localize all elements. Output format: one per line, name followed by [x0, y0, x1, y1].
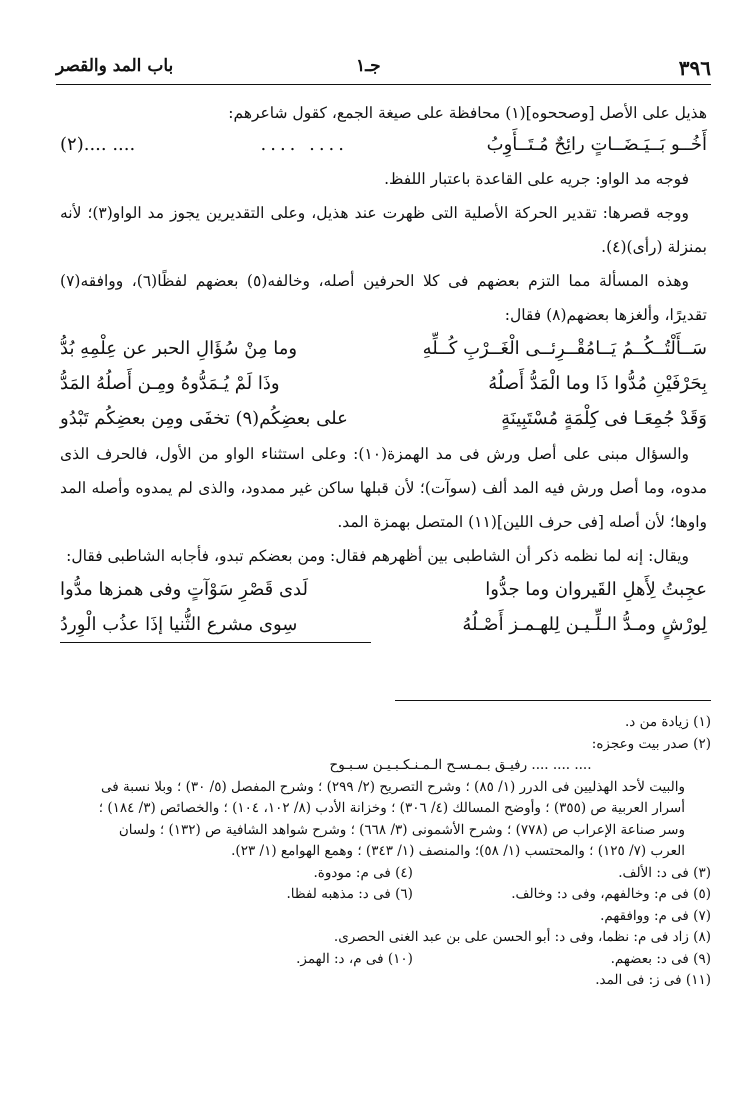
verse-ellipsis-end: .... ....(٢) [60, 134, 136, 155]
footnote-pair [90, 884, 711, 906]
verse-line [60, 332, 707, 367]
footnote-pair [90, 863, 711, 885]
verse-hemistich: عجِبتُ لِأَهلِ القَيروان وما جدُّوا [485, 579, 707, 600]
verse-hemistich: سِوى مشرع الثُّنيا إذَا عذُب الْوِردُ [60, 608, 371, 643]
verse-hemistich: وذَا لَمْ يُـمَدُّوهُ ومِـن أَصلُهُ المَدُّ [60, 373, 280, 394]
header-divider [56, 84, 711, 85]
volume-label: جـ١ [356, 56, 381, 76]
verse-ellipsis: .... .... [260, 134, 348, 155]
verse-line [60, 130, 707, 162]
main-text [60, 96, 707, 643]
footnote-pair [90, 949, 711, 971]
footnote: (٦) فى د: مذهبه لفظا. [286, 886, 413, 902]
footnote: (٨) زاد فى م: نظما، وفى د: أبو الحسن على بن عبد الغنى الحصرى. [333, 929, 711, 945]
paragraph: هذيل على الأصل [وصححوه](١) محافظة على صيغة الجمع، كقول شاعرهم: [228, 104, 707, 122]
footnote: (٩) فى د: بعضهم. [610, 950, 711, 967]
paragraph: وهذه المسألة مما التزم بعضهم فى كلا الحرفين أصله، وخالفه(٥) بعضهم لفظًا(٦)، ووافقه(٧) تقديرًا، وألغزها بعضهم(٨) فقال: [60, 272, 707, 324]
footnote-divider [395, 700, 711, 701]
footnote: (٣) فى د: الألف. [618, 864, 711, 881]
footnote: (١٠) فى م، د: الهمز. [296, 950, 413, 967]
footnote-sources: والبيت لأحد الهذليين فى الدرر (١/ ٨٥) ؛ وشرح التصريح (٢/ ٢٩٩) ؛ وشرح المفصل (٥/ ٣٠) ؛ وبلا نسبة فى أسرار العربية ص (٣٥٥) ؛ وأوضح المسالك (٤/ ٣٠٦) ؛ وخزانة الأدب (٨/ ١٠٢، ١٠٤) ؛ والخصائص (٣/ ١٨٤) ؛ وسر صناعة الإعراب ص (٧٧٨) ؛ وشرح الأشمونى (٣/ ٦٦٨) ؛ وشرح شواهد الشافية ص (١٣٢) ؛ ولسان العرب (٧/ ١٢٥) ؛ والمحتسب (١/ ٥٨)؛ والمنصف (١/ ٣٤٣) ؛ وهمع الهوامع (١/ ٢٣). [98, 778, 685, 859]
page-header [56, 56, 711, 86]
paragraph: فوجه مد الواو: جريه على القاعدة باعتبار اللفظ. [384, 170, 689, 188]
chapter-title: باب المد والقصر [56, 56, 174, 76]
footnote: (٧) فى م: ووافقهم. [600, 907, 711, 924]
paragraph: ويقال: إنه لما نظمه ذكر أن الشاطبى بين أظهرهم فقال: ومن بعضكم تبدو، فأجابه الشاطبى فقال: [66, 547, 689, 565]
verse-line [60, 608, 707, 643]
verse-hemistich: بِحَرْفَيْنِ مُدُّوا ذَا وما الْمَدُّ أَصلُهُ [488, 373, 707, 394]
footnote: (٢) صدر بيت وعجزه: [591, 735, 711, 752]
verse-line [60, 573, 707, 608]
verse-hemistich: لِورْشٍ ومـدُّ الـلِّـيـن لِلهـمـز أَصْـلُهُ [462, 614, 707, 635]
verse-hemistich: لَدى قَصْرِ سَوْآتٍ وفى همزها مدُّوا [60, 579, 308, 600]
verse-hemistich: على بعضِكُم(٩) تخفَى ومِن بعضِكُم تَبْدُو [60, 408, 348, 429]
paragraph: ووجه قصرها: تقدير الحركة الأصلية التى ظهرت عند هذيل، وعلى التقديرين يجوز مد الواو(٣)؛ لأنه بمنزلة (رأى)(٤). [60, 204, 707, 256]
footnote: (٤) فى م: مودوة. [313, 864, 413, 881]
footnote: (٥) فى م: وخالفهم، وفى د: وخالف. [511, 886, 711, 902]
verse-hemistich: أَخُــو بَــيَـضَــاتٍ رائِحٌ مُـتَــأَوِبُ [486, 134, 707, 155]
paragraph: والسؤال مبنى على أصل ورش فى مد الهمزة(١٠): وعلى استثناء الواو من الأول، فالحرف الذى مدوه، وما أصل ورش فيه المد ألف (سوآت)؛ لأن قبلها ساكن غير ممدود، والذى لم يمدوه وأصله المد واوها؛ لأن أصله [فى حرف اللين](١١) المتصل بهمزة المد. [60, 445, 707, 531]
verse-line [60, 367, 707, 402]
verse-hemistich: سَــأَلْتُــكُــمُ يَــامُقْــرِئــى الْغَــرْبِ كُــلِّهِ [422, 338, 707, 359]
page-number: ٣٩٦ [678, 56, 711, 80]
footnotes [90, 712, 711, 992]
verse-line [60, 402, 707, 437]
verse-hemistich: وَقَدْ جُمِعَـا فى كِلْمَةٍ مُسْتَبِينَةٍ [501, 408, 707, 429]
verse-hemistich: وما مِنْ سُؤَالِ الحبر عن عِلْمِهِ بُدُّ [60, 338, 298, 359]
footnote-verse: .... .... .... رفيـق بـمـسـح الـمـنـكـبـيـن سـبـوح [329, 757, 592, 773]
footnote: (١) زيادة من د. [625, 714, 711, 730]
footnote: (١١) فى ز: فى المد. [595, 972, 711, 988]
